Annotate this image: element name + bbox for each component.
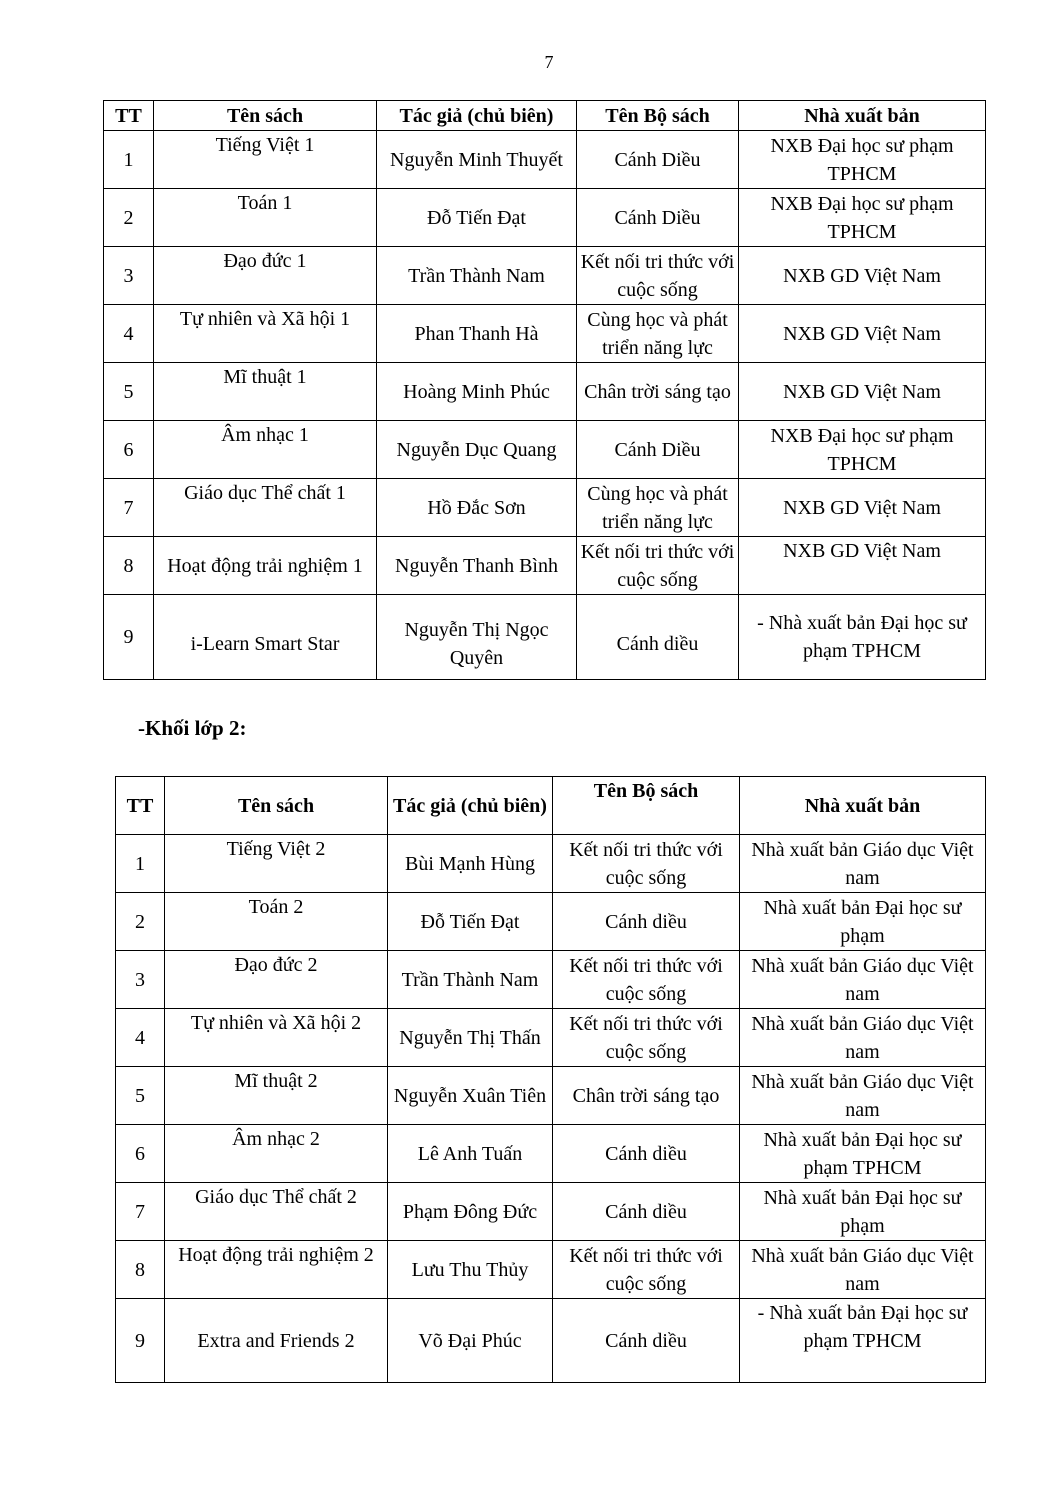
cell-tt: 7 xyxy=(116,1183,165,1241)
cell-author: Nguyễn Dục Quang xyxy=(377,421,577,479)
cell-tt: 6 xyxy=(116,1125,165,1183)
cell-book-name: Mĩ thuật 1 xyxy=(154,363,377,421)
cell-publisher: NXB Đại học sư phạm TPHCM xyxy=(739,131,986,189)
table-header-row xyxy=(116,777,986,835)
cell-author: Lưu Thu Thủy xyxy=(388,1241,553,1299)
cell-publisher: Nhà xuất bản Đại học sư phạm xyxy=(740,893,986,951)
header-tt: TT xyxy=(104,101,154,131)
table-row xyxy=(116,1299,986,1383)
table-row xyxy=(104,189,986,247)
cell-book-name: Tự nhiên và Xã hội 1 xyxy=(154,305,377,363)
table-row xyxy=(104,595,986,680)
cell-book-series: Cánh diều xyxy=(553,893,740,951)
cell-book-name: Tiếng Việt 1 xyxy=(154,131,377,189)
cell-book-name: Đạo đức 2 xyxy=(165,951,388,1009)
cell-publisher: NXB GD Việt Nam xyxy=(739,247,986,305)
cell-book-name: Giáo dục Thể chất 1 xyxy=(154,479,377,537)
cell-book-name: Mĩ thuật 2 xyxy=(165,1067,388,1125)
cell-tt: 5 xyxy=(104,363,154,421)
header-author: Tác giả (chủ biên) xyxy=(388,777,553,835)
table-row xyxy=(104,363,986,421)
cell-publisher: NXB GD Việt Nam xyxy=(739,305,986,363)
header-book-series: Tên Bộ sách xyxy=(577,101,739,131)
table-row xyxy=(104,537,986,595)
cell-book-series: Cánh diều xyxy=(577,595,739,680)
textbook-table-grade-2 xyxy=(115,776,986,1383)
table-row xyxy=(104,247,986,305)
cell-author: Nguyễn Thị Ngọc Quyên xyxy=(377,595,577,680)
textbook-table-grade-1 xyxy=(103,100,986,680)
cell-tt: 6 xyxy=(104,421,154,479)
table-row xyxy=(116,893,986,951)
cell-publisher: Nhà xuất bản Đại học sư phạm TPHCM xyxy=(740,1125,986,1183)
cell-author: Võ Đại Phúc xyxy=(388,1299,553,1383)
header-publisher: Nhà xuất bản xyxy=(740,777,986,835)
table-row xyxy=(104,131,986,189)
page-number: 7 xyxy=(544,52,554,72)
cell-book-name: Giáo dục Thể chất 2 xyxy=(165,1183,388,1241)
cell-book-name: Toán 1 xyxy=(154,189,377,247)
cell-book-name: Hoạt động trải nghiệm 2 xyxy=(165,1241,388,1299)
cell-book-series: Chân trời sáng tạo xyxy=(577,363,739,421)
cell-publisher: Nhà xuất bản Giáo dục Việt nam xyxy=(740,1009,986,1067)
cell-tt: 2 xyxy=(104,189,154,247)
cell-author: Nguyễn Minh Thuyết xyxy=(377,131,577,189)
cell-publisher: Nhà xuất bản Giáo dục Việt nam xyxy=(740,951,986,1009)
cell-book-name: Đạo đức 1 xyxy=(154,247,377,305)
cell-author: Phạm Đông Đức xyxy=(388,1183,553,1241)
cell-author: Trần Thành Nam xyxy=(377,247,577,305)
header-tt: TT xyxy=(116,777,165,835)
cell-book-series: Cánh diều xyxy=(553,1299,740,1383)
header-book-name: Tên sách xyxy=(165,777,388,835)
table-row xyxy=(104,305,986,363)
cell-book-series: Kết nối tri thức với cuộc sống xyxy=(577,247,739,305)
header-book-name: Tên sách xyxy=(154,101,377,131)
header-author: Tác giả (chủ biên) xyxy=(377,101,577,131)
cell-book-name: Âm nhạc 1 xyxy=(154,421,377,479)
cell-publisher: Nhà xuất bản Giáo dục Việt nam xyxy=(740,1067,986,1125)
cell-author: Phan Thanh Hà xyxy=(377,305,577,363)
cell-book-series: Cánh Diều xyxy=(577,131,739,189)
cell-tt: 7 xyxy=(104,479,154,537)
cell-book-name: i-Learn Smart Star xyxy=(154,595,377,680)
cell-publisher: NXB Đại học sư phạm TPHCM xyxy=(739,189,986,247)
cell-book-name: Âm nhạc 2 xyxy=(165,1125,388,1183)
cell-tt: 8 xyxy=(116,1241,165,1299)
cell-tt: 3 xyxy=(116,951,165,1009)
cell-publisher: NXB GD Việt Nam xyxy=(739,479,986,537)
cell-book-series: Cùng học và phát triển năng lực xyxy=(577,479,739,537)
cell-tt: 3 xyxy=(104,247,154,305)
cell-book-series: Cánh diều xyxy=(553,1125,740,1183)
cell-book-name: Tiếng Việt 2 xyxy=(165,835,388,893)
header-book-series: Tên Bộ sách xyxy=(553,777,740,835)
cell-author: Nguyễn Thanh Bình xyxy=(377,537,577,595)
cell-book-name: Toán 2 xyxy=(165,893,388,951)
table-row xyxy=(104,421,986,479)
cell-tt: 1 xyxy=(104,131,154,189)
table-row xyxy=(116,1241,986,1299)
cell-book-series: Kết nối tri thức với cuộc sống xyxy=(553,835,740,893)
cell-tt: 1 xyxy=(116,835,165,893)
table-row xyxy=(116,835,986,893)
cell-author: Đỗ Tiến Đạt xyxy=(388,893,553,951)
cell-publisher: Nhà xuất bản Đại học sư phạm xyxy=(740,1183,986,1241)
cell-book-name: Tự nhiên và Xã hội 2 xyxy=(165,1009,388,1067)
cell-publisher: Nhà xuất bản Giáo dục Việt nam xyxy=(740,1241,986,1299)
cell-author: Bùi Mạnh Hùng xyxy=(388,835,553,893)
cell-book-series: Chân trời sáng tạo xyxy=(553,1067,740,1125)
cell-publisher: Nhà xuất bản Giáo dục Việt nam xyxy=(740,835,986,893)
cell-tt: 2 xyxy=(116,893,165,951)
table-row xyxy=(116,1183,986,1241)
section-heading-grade-2: -Khối lớp 2: xyxy=(138,716,247,740)
cell-publisher: NXB GD Việt Nam xyxy=(739,537,986,595)
cell-tt: 4 xyxy=(104,305,154,363)
cell-book-series: Kết nối tri thức với cuộc sống xyxy=(553,1009,740,1067)
cell-author: Nguyễn Xuân Tiên xyxy=(388,1067,553,1125)
cell-author: Hồ Đắc Sơn xyxy=(377,479,577,537)
cell-author: Đỗ Tiến Đạt xyxy=(377,189,577,247)
cell-book-series: Kết nối tri thức với cuộc sống xyxy=(553,1241,740,1299)
cell-tt: 9 xyxy=(104,595,154,680)
table-header-row xyxy=(104,101,986,131)
cell-book-series: Cánh Diều xyxy=(577,421,739,479)
table-row xyxy=(116,1067,986,1125)
cell-publisher: - Nhà xuất bản Đại học sư phạm TPHCM xyxy=(740,1299,986,1383)
cell-book-series: Kết nối tri thức với cuộc sống xyxy=(553,951,740,1009)
cell-book-name: Hoạt động trải nghiệm 1 xyxy=(154,537,377,595)
table-row xyxy=(116,951,986,1009)
cell-tt: 5 xyxy=(116,1067,165,1125)
cell-tt: 8 xyxy=(104,537,154,595)
cell-book-series: Cánh Diều xyxy=(577,189,739,247)
cell-publisher: NXB GD Việt Nam xyxy=(739,363,986,421)
cell-publisher: NXB Đại học sư phạm TPHCM xyxy=(739,421,986,479)
table-row xyxy=(116,1009,986,1067)
cell-author: Nguyễn Thị Thấn xyxy=(388,1009,553,1067)
cell-publisher: - Nhà xuất bản Đại học sư phạm TPHCM xyxy=(739,595,986,680)
cell-author: Lê Anh Tuấn xyxy=(388,1125,553,1183)
cell-book-series: Kết nối tri thức với cuộc sống xyxy=(577,537,739,595)
cell-tt: 9 xyxy=(116,1299,165,1383)
cell-author: Hoàng Minh Phúc xyxy=(377,363,577,421)
table-row xyxy=(116,1125,986,1183)
cell-author: Trần Thành Nam xyxy=(388,951,553,1009)
cell-book-name: Extra and Friends 2 xyxy=(165,1299,388,1383)
cell-book-series: Cùng học và phát triển năng lực xyxy=(577,305,739,363)
cell-book-series: Cánh diều xyxy=(553,1183,740,1241)
header-publisher: Nhà xuất bản xyxy=(739,101,986,131)
cell-tt: 4 xyxy=(116,1009,165,1067)
table-row xyxy=(104,479,986,537)
